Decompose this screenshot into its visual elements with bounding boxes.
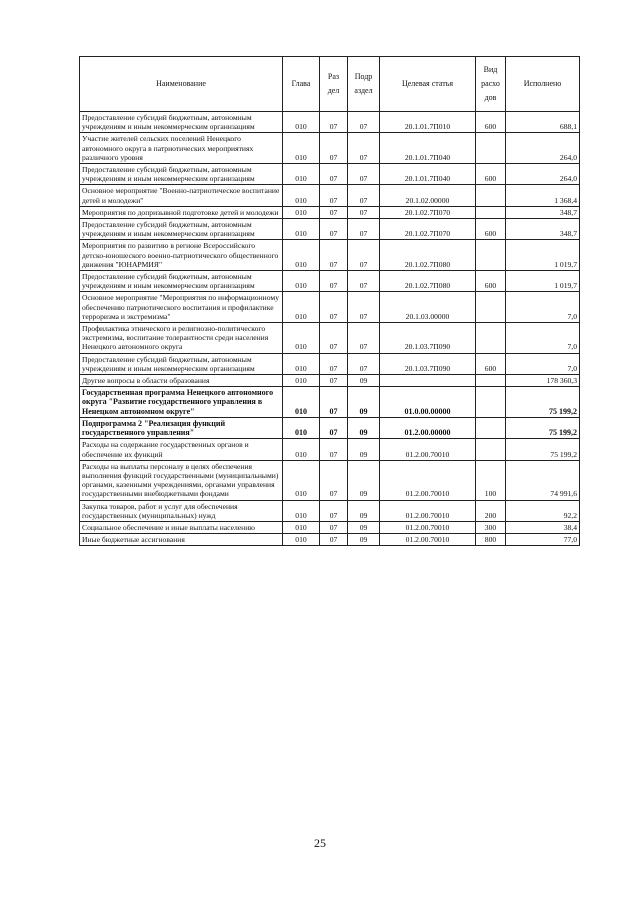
cell-expense-type: 100 (476, 460, 506, 500)
cell-section: 07 (320, 206, 348, 218)
cell-section: 07 (320, 375, 348, 387)
cell-chapter: 010 (283, 417, 320, 438)
cell-executed: 7,0 (506, 353, 580, 374)
cell-chapter: 010 (283, 133, 320, 164)
cell-name: Предоставление субсидий бюджетным, автономным учреждениям и иным некоммерческим организациям (80, 353, 283, 374)
col-header-expense-type: Вид расхо дов (476, 57, 506, 112)
cell-name: Профилактика этнического и религиозно-политического экстремизма, воспитание толерантности среди населения Ненецкого автономного округа (80, 323, 283, 354)
cell-expense-type: 600 (476, 271, 506, 292)
cell-name: Предоставление субсидий бюджетным, автономным учреждениям и иным некоммерческим организациям (80, 271, 283, 292)
cell-chapter: 010 (283, 534, 320, 546)
cell-expense-type (476, 417, 506, 438)
cell-target: 01.2.00.70010 (380, 460, 476, 500)
table-row (80, 164, 580, 185)
cell-subsection: 09 (348, 417, 380, 438)
cell-section: 07 (320, 164, 348, 185)
cell-chapter: 010 (283, 240, 320, 271)
table-row (80, 534, 580, 546)
cell-executed: 75 199,2 (506, 417, 580, 438)
cell-section: 07 (320, 112, 348, 133)
budget-table (79, 56, 580, 546)
cell-name: Основное мероприятие "Военно-патриотическое воспитание детей и молодежи" (80, 185, 283, 206)
cell-expense-type: 600 (476, 112, 506, 133)
cell-chapter: 010 (283, 460, 320, 500)
col-header-section: Раз дел (320, 57, 348, 112)
cell-target: 20.1.02.7П070 (380, 206, 476, 218)
cell-section: 07 (320, 219, 348, 240)
cell-section: 07 (320, 460, 348, 500)
cell-subsection: 07 (348, 353, 380, 374)
table-row (80, 521, 580, 533)
cell-target: 20.1.02.7П070 (380, 219, 476, 240)
cell-target (380, 375, 476, 387)
cell-name: Расходы на выплаты персоналу в целях обеспечения выполнения функций государственными (муниципальными) органами, казенными учреждениями, органами управления государственными внебюджетными фондами (80, 460, 283, 500)
cell-section: 07 (320, 353, 348, 374)
cell-subsection: 07 (348, 219, 380, 240)
cell-executed: 77,0 (506, 534, 580, 546)
cell-chapter: 010 (283, 206, 320, 218)
cell-subsection: 07 (348, 112, 380, 133)
cell-name: Социальное обеспечение и иные выплаты населению (80, 521, 283, 533)
table-row (80, 206, 580, 218)
cell-executed: 38,4 (506, 521, 580, 533)
cell-expense-type: 800 (476, 534, 506, 546)
cell-target: 20.1.01.7П040 (380, 133, 476, 164)
table-row (80, 375, 580, 387)
cell-executed: 348,7 (506, 219, 580, 240)
cell-target: 20.1.01.7П040 (380, 164, 476, 185)
cell-expense-type (476, 185, 506, 206)
cell-chapter: 010 (283, 323, 320, 354)
cell-chapter: 010 (283, 112, 320, 133)
cell-subsection: 09 (348, 460, 380, 500)
cell-name: Мероприятия по допризывной подготовке детей и молодежи (80, 206, 283, 218)
table-row (80, 271, 580, 292)
cell-target: 01.0.00.00000 (380, 387, 476, 418)
cell-chapter: 010 (283, 271, 320, 292)
cell-name: Иные бюджетные ассигнования (80, 534, 283, 546)
cell-expense-type (476, 323, 506, 354)
cell-subsection: 09 (348, 387, 380, 418)
cell-name: Подпрограмма 2 "Реализация функций государственного управления" (80, 417, 283, 438)
cell-subsection: 09 (348, 500, 380, 521)
cell-chapter: 010 (283, 292, 320, 323)
cell-subsection: 07 (348, 240, 380, 271)
cell-chapter: 010 (283, 219, 320, 240)
table-row (80, 112, 580, 133)
cell-subsection: 09 (348, 439, 380, 460)
cell-subsection: 07 (348, 292, 380, 323)
cell-subsection: 07 (348, 323, 380, 354)
cell-subsection: 07 (348, 133, 380, 164)
cell-executed: 75 199,2 (506, 439, 580, 460)
table-row (80, 500, 580, 521)
cell-target: 20.1.03.7П090 (380, 323, 476, 354)
cell-executed: 74 991,6 (506, 460, 580, 500)
table-row (80, 417, 580, 438)
table-row (80, 323, 580, 354)
cell-target: 01.2.00.70010 (380, 521, 476, 533)
cell-executed: 1 019,7 (506, 240, 580, 271)
cell-target: 20.1.02.7П080 (380, 240, 476, 271)
cell-subsection: 07 (348, 271, 380, 292)
cell-section: 07 (320, 387, 348, 418)
cell-executed: 7,0 (506, 292, 580, 323)
table-row (80, 185, 580, 206)
cell-executed: 688,1 (506, 112, 580, 133)
cell-name: Другие вопросы в области образования (80, 375, 283, 387)
cell-expense-type: 300 (476, 521, 506, 533)
col-header-chapter: Глава (283, 57, 320, 112)
table-row (80, 240, 580, 271)
cell-section: 07 (320, 323, 348, 354)
cell-chapter: 010 (283, 164, 320, 185)
cell-section: 07 (320, 185, 348, 206)
cell-section: 07 (320, 439, 348, 460)
cell-chapter: 010 (283, 185, 320, 206)
col-header-executed: Исполнено (506, 57, 580, 112)
cell-target: 20.1.02.7П080 (380, 271, 476, 292)
table-row (80, 460, 580, 500)
cell-section: 07 (320, 240, 348, 271)
cell-subsection: 07 (348, 164, 380, 185)
cell-expense-type (476, 292, 506, 323)
cell-expense-type (476, 133, 506, 164)
table-header (80, 57, 580, 112)
page-number: 25 (314, 836, 326, 850)
cell-target: 01.2.00.70010 (380, 439, 476, 460)
cell-chapter: 010 (283, 353, 320, 374)
cell-expense-type: 600 (476, 353, 506, 374)
cell-section: 07 (320, 521, 348, 533)
table-row (80, 219, 580, 240)
cell-expense-type: 600 (476, 164, 506, 185)
cell-executed: 178 360,3 (506, 375, 580, 387)
cell-name: Предоставление субсидий бюджетным, автономным учреждениям и иным некоммерческим организациям (80, 219, 283, 240)
cell-executed: 7,0 (506, 323, 580, 354)
table-row (80, 292, 580, 323)
cell-subsection: 07 (348, 206, 380, 218)
cell-name: Предоставление субсидий бюджетным, автономным учреждениям и иным некоммерческим организациям (80, 164, 283, 185)
cell-chapter: 010 (283, 500, 320, 521)
cell-name: Предоставление субсидий бюджетным, автономным учреждениям и иным некоммерческим организациям (80, 112, 283, 133)
cell-executed: 92,2 (506, 500, 580, 521)
cell-section: 07 (320, 500, 348, 521)
cell-executed: 1 368,4 (506, 185, 580, 206)
table-row (80, 133, 580, 164)
col-header-target: Целевая статья (380, 57, 476, 112)
cell-subsection: 07 (348, 185, 380, 206)
cell-target: 20.1.01.7П010 (380, 112, 476, 133)
cell-executed: 264,0 (506, 164, 580, 185)
cell-subsection: 09 (348, 534, 380, 546)
cell-expense-type: 200 (476, 500, 506, 521)
col-header-subsection: Подр аздел (348, 57, 380, 112)
table-row (80, 439, 580, 460)
cell-expense-type (476, 240, 506, 271)
cell-expense-type (476, 387, 506, 418)
cell-name: Государственная программа Ненецкого автономного округа "Развитие государственного управления в Ненецком автономном округе" (80, 387, 283, 418)
cell-section: 07 (320, 292, 348, 323)
cell-target: 20.1.03.7П090 (380, 353, 476, 374)
cell-subsection: 09 (348, 521, 380, 533)
cell-expense-type (476, 375, 506, 387)
cell-executed: 75 199,2 (506, 387, 580, 418)
cell-name: Закупка товаров, работ и услуг для обеспечения государственных (муниципальных) нужд (80, 500, 283, 521)
cell-section: 07 (320, 271, 348, 292)
table-body (80, 112, 580, 546)
cell-executed: 348,7 (506, 206, 580, 218)
cell-name: Основное мероприятие "Мероприятия по информационному обеспечению патриотического воспитания и профилактике терроризма и экстремизма" (80, 292, 283, 323)
cell-target: 01.2.00.00000 (380, 417, 476, 438)
cell-expense-type (476, 439, 506, 460)
cell-name: Мероприятия по развитию в регионе Всероссийского детско-юношеского военно-патриотического общественного движения "ЮНАРМИЯ" (80, 240, 283, 271)
cell-target: 01.2.00.70010 (380, 500, 476, 521)
col-header-name: Наименование (80, 57, 283, 112)
table-row (80, 353, 580, 374)
cell-subsection: 09 (348, 375, 380, 387)
cell-name: Расходы на содержание государственных органов и обеспечение их функций (80, 439, 283, 460)
cell-target: 20.1.02.00000 (380, 185, 476, 206)
cell-executed: 264,0 (506, 133, 580, 164)
cell-expense-type (476, 206, 506, 218)
cell-executed: 1 019,7 (506, 271, 580, 292)
cell-chapter: 010 (283, 521, 320, 533)
cell-name: Участие жителей сельских поселений Ненецкого автономного округа в патриотических мероприятиях различного уровня (80, 133, 283, 164)
cell-expense-type: 600 (476, 219, 506, 240)
cell-target: 20.1.03.00000 (380, 292, 476, 323)
cell-target: 01.2.00.70010 (380, 534, 476, 546)
cell-section: 07 (320, 133, 348, 164)
cell-chapter: 010 (283, 439, 320, 460)
cell-chapter: 010 (283, 387, 320, 418)
cell-chapter: 010 (283, 375, 320, 387)
cell-section: 07 (320, 534, 348, 546)
table-row (80, 387, 580, 418)
cell-section: 07 (320, 417, 348, 438)
